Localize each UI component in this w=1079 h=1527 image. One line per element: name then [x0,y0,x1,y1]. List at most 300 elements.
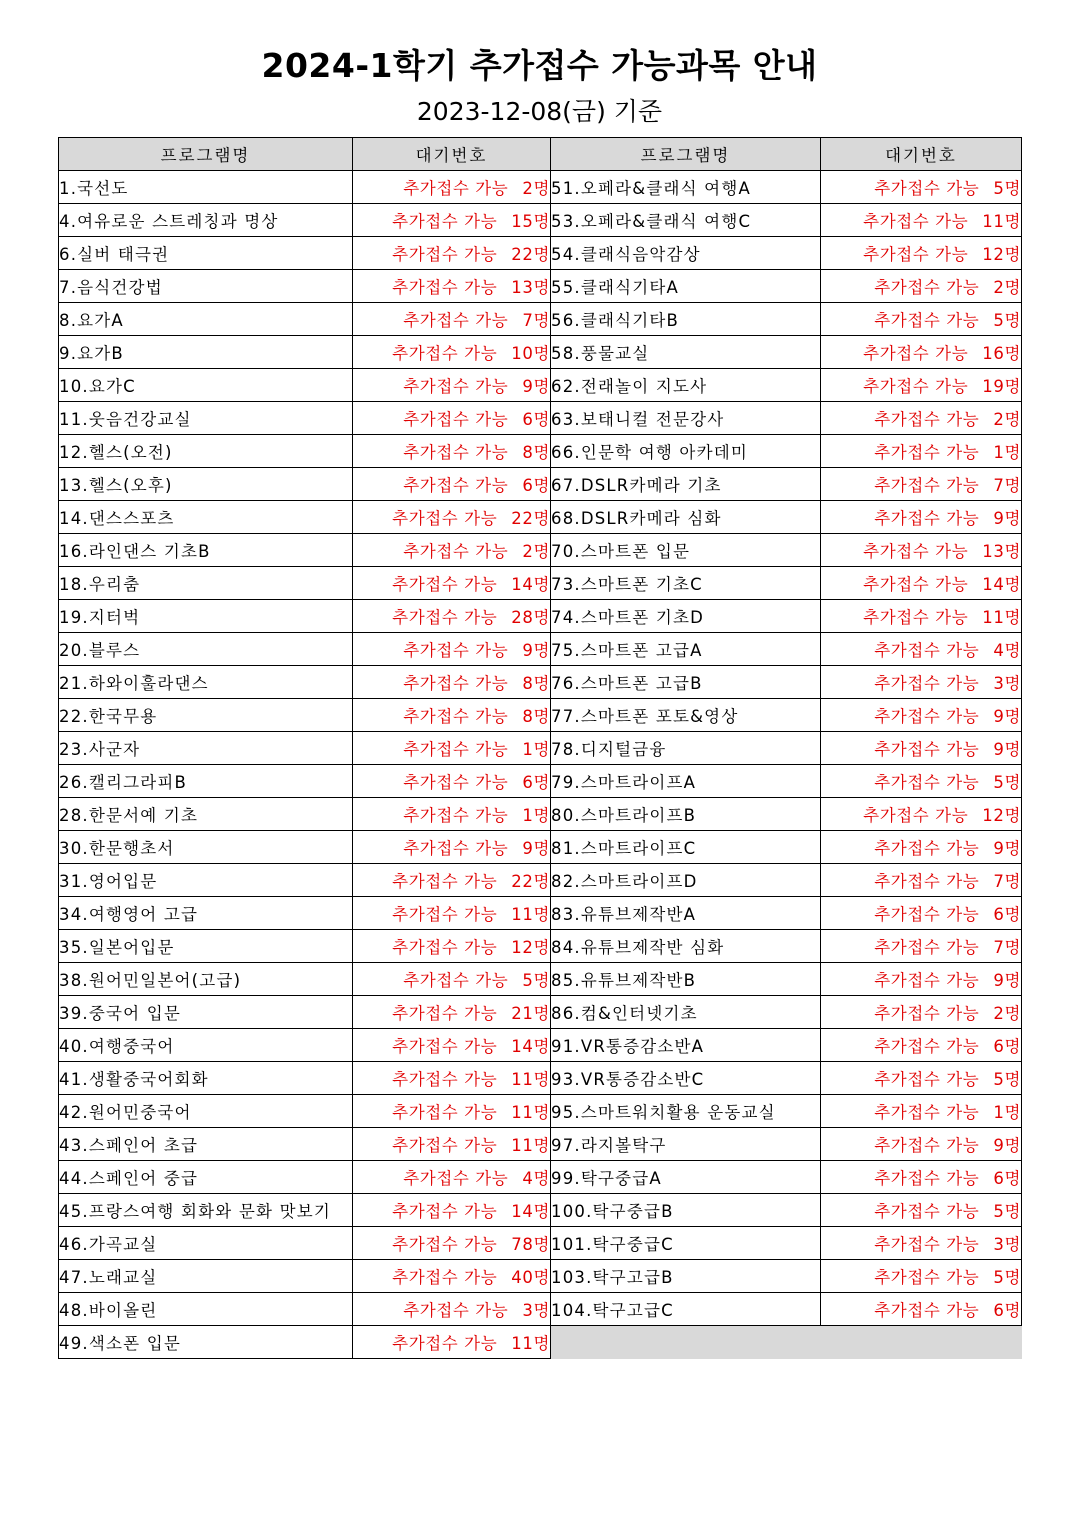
program-name: 19.지터벅 [59,600,353,633]
waitlist-count: 11명 [982,608,1021,627]
waitlist-count: 6명 [993,1301,1021,1320]
status-label: 추가접수 가능 [874,1268,980,1287]
program-name: 20.블루스 [59,633,353,666]
program-name: 21.하와이훌라댄스 [59,666,353,699]
waitlist-count: 11명 [982,212,1021,231]
waitlist-status [821,1227,1022,1260]
status-label: 추가접수 가능 [863,377,969,396]
waitlist-count: 21명 [511,1004,550,1023]
waitlist-status [353,1161,551,1194]
waitlist-status [821,567,1022,600]
status-label: 추가접수 가능 [392,1136,498,1155]
table-body [59,171,1022,1359]
waitlist-status [821,1194,1022,1227]
table-header-row [59,138,1022,171]
status-label: 추가접수 가능 [874,1103,980,1122]
waitlist-count: 10명 [511,344,550,363]
status-label: 추가접수 가능 [403,311,509,330]
program-name: 22.한국무용 [59,699,353,732]
status-label: 추가접수 가능 [392,1268,498,1287]
status-label: 추가접수 가능 [874,740,980,759]
status-label: 추가접수 가능 [403,443,509,462]
waitlist-count: 13명 [511,278,550,297]
waitlist-count: 7명 [522,311,550,330]
waitlist-status [353,633,551,666]
table-row [59,765,1022,798]
status-label: 추가접수 가능 [863,575,969,594]
column-header-waitlist-left: 대기번호 [353,138,551,171]
waitlist-count: 4명 [522,1169,550,1188]
status-label: 추가접수 가능 [403,971,509,990]
program-name: 62.전래놀이 지도사 [551,369,821,402]
table-row [59,1293,1022,1326]
program-name: 1.국선도 [59,171,353,204]
waitlist-status [821,336,1022,369]
program-name: 51.오페라&클래식 여행A [551,171,821,204]
waitlist-status [821,798,1022,831]
status-label: 추가접수 가능 [392,509,498,528]
waitlist-count: 78명 [511,1235,550,1254]
waitlist-status [353,1194,551,1227]
table-row [59,435,1022,468]
status-label: 추가접수 가능 [403,839,509,858]
waitlist-count: 40명 [511,1268,550,1287]
waitlist-count: 7명 [993,938,1021,957]
waitlist-status [821,666,1022,699]
status-label: 추가접수 가능 [874,1037,980,1056]
waitlist-count: 9명 [993,740,1021,759]
program-name: 79.스마트라이프A [551,765,821,798]
program-name: 30.한문행초서 [59,831,353,864]
waitlist-count: 6명 [993,905,1021,924]
waitlist-count: 5명 [993,1268,1021,1287]
table-row [59,798,1022,831]
status-label: 추가접수 가능 [874,1301,980,1320]
waitlist-status [353,765,551,798]
waitlist-count: 11명 [511,1334,550,1353]
program-name: 9.요가B [59,336,353,369]
column-header-waitlist-right: 대기번호 [821,138,1022,171]
waitlist-status [353,732,551,765]
status-label: 추가접수 가능 [403,179,509,198]
empty-cell [551,1326,1022,1359]
waitlist-status [821,270,1022,303]
status-label: 추가접수 가능 [874,410,980,429]
waitlist-count: 9명 [993,971,1021,990]
waitlist-status [821,831,1022,864]
waitlist-count: 11명 [511,905,550,924]
waitlist-count: 6명 [522,476,550,495]
waitlist-status [821,435,1022,468]
waitlist-count: 9명 [993,509,1021,528]
status-label: 추가접수 가능 [392,344,498,363]
column-header-program-left: 프로그램명 [59,138,353,171]
waitlist-status [821,996,1022,1029]
program-name: 49.색소폰 입문 [59,1326,353,1359]
status-label: 추가접수 가능 [863,212,969,231]
waitlist-count: 2명 [993,1004,1021,1023]
status-label: 추가접수 가능 [392,1202,498,1221]
program-name: 97.라지볼탁구 [551,1128,821,1161]
waitlist-count: 14명 [511,575,550,594]
program-name: 11.웃음건강교실 [59,402,353,435]
status-label: 추가접수 가능 [863,608,969,627]
program-name: 23.사군자 [59,732,353,765]
status-label: 추가접수 가능 [863,245,969,264]
waitlist-count: 8명 [522,707,550,726]
table-row [59,567,1022,600]
waitlist-count: 11명 [511,1136,550,1155]
waitlist-count: 22명 [511,509,550,528]
waitlist-status [821,963,1022,996]
waitlist-count: 14명 [511,1037,550,1056]
status-label: 추가접수 가능 [403,740,509,759]
waitlist-status [821,171,1022,204]
waitlist-status [821,897,1022,930]
table-row [59,270,1022,303]
status-label: 추가접수 가능 [392,1004,498,1023]
page-title: 2024-1학기 추가접수 가능과목 안내 [261,46,818,85]
program-name: 75.스마트폰 고급A [551,633,821,666]
waitlist-status [353,1029,551,1062]
waitlist-status [821,699,1022,732]
table-row [59,1194,1022,1227]
program-name: 44.스페인어 중급 [59,1161,353,1194]
waitlist-count: 22명 [511,245,550,264]
program-name: 40.여행중국어 [59,1029,353,1062]
status-label: 추가접수 가능 [403,806,509,825]
waitlist-count: 1명 [993,1103,1021,1122]
waitlist-status [821,534,1022,567]
waitlist-count: 5명 [993,1202,1021,1221]
status-label: 추가접수 가능 [403,641,509,660]
status-label: 추가접수 가능 [874,872,980,891]
status-label: 추가접수 가능 [874,278,980,297]
waitlist-count: 4명 [993,641,1021,660]
table-row [59,1326,1022,1359]
status-label: 추가접수 가능 [874,971,980,990]
program-name: 43.스페인어 초급 [59,1128,353,1161]
program-name: 38.원어민일본어(고급) [59,963,353,996]
program-name: 39.중국어 입문 [59,996,353,1029]
status-label: 추가접수 가능 [403,542,509,561]
status-label: 추가접수 가능 [874,1004,980,1023]
program-name: 16.라인댄스 기초B [59,534,353,567]
program-name: 14.댄스스포츠 [59,501,353,534]
waitlist-status [821,864,1022,897]
status-label: 추가접수 가능 [392,1334,498,1353]
program-name: 12.헬스(오전) [59,435,353,468]
status-label: 추가접수 가능 [874,311,980,330]
status-label: 추가접수 가능 [874,1136,980,1155]
waitlist-status [353,1326,551,1359]
waitlist-status [821,1260,1022,1293]
program-name: 85.유튜브제작반B [551,963,821,996]
waitlist-count: 1명 [522,740,550,759]
waitlist-count: 6명 [993,1169,1021,1188]
program-name: 83.유튜브제작반A [551,897,821,930]
waitlist-status [353,699,551,732]
waitlist-status [353,1095,551,1128]
waitlist-count: 15명 [511,212,550,231]
status-label: 추가접수 가능 [403,773,509,792]
waitlist-count: 9명 [522,839,550,858]
waitlist-count: 28명 [511,608,550,627]
table-row [59,1161,1022,1194]
waitlist-count: 3명 [993,674,1021,693]
status-label: 추가접수 가능 [403,707,509,726]
waitlist-count: 5명 [522,971,550,990]
table-row [59,666,1022,699]
waitlist-status [821,930,1022,963]
table-row [59,468,1022,501]
program-name: 73.스마트폰 기초C [551,567,821,600]
waitlist-count: 9명 [993,839,1021,858]
table-row [59,1260,1022,1293]
waitlist-count: 2명 [993,410,1021,429]
program-name: 84.유튜브제작반 심화 [551,930,821,963]
waitlist-status [821,303,1022,336]
waitlist-count: 7명 [993,872,1021,891]
waitlist-count: 12명 [982,245,1021,264]
table-row [59,732,1022,765]
program-name: 47.노래교실 [59,1260,353,1293]
waitlist-status [353,930,551,963]
table-row [59,303,1022,336]
status-label: 추가접수 가능 [874,839,980,858]
table-row [59,369,1022,402]
waitlist-status [821,501,1022,534]
program-name: 81.스마트라이프C [551,831,821,864]
waitlist-status [821,402,1022,435]
table-row [59,336,1022,369]
program-name: 26.캘리그라피B [59,765,353,798]
status-label: 추가접수 가능 [874,1169,980,1188]
status-label: 추가접수 가능 [392,1103,498,1122]
waitlist-count: 12명 [982,806,1021,825]
waitlist-status [821,633,1022,666]
status-label: 추가접수 가능 [392,1037,498,1056]
waitlist-status [821,1293,1022,1326]
status-label: 추가접수 가능 [874,1202,980,1221]
status-label: 추가접수 가능 [874,674,980,693]
status-label: 추가접수 가능 [874,1070,980,1089]
table-row [59,402,1022,435]
waitlist-count: 8명 [522,443,550,462]
waitlist-count: 3명 [993,1235,1021,1254]
waitlist-status [353,171,551,204]
table-row [59,1062,1022,1095]
program-name: 56.클래식기타B [551,303,821,336]
waitlist-count: 8명 [522,674,550,693]
status-label: 추가접수 가능 [874,905,980,924]
waitlist-count: 22명 [511,872,550,891]
table-row [59,1227,1022,1260]
waitlist-count: 11명 [511,1070,550,1089]
status-label: 추가접수 가능 [874,443,980,462]
table-row [59,501,1022,534]
status-label: 추가접수 가능 [874,476,980,495]
status-label: 추가접수 가능 [874,773,980,792]
waitlist-status [353,1227,551,1260]
program-name: 99.탁구중급A [551,1161,821,1194]
program-name: 13.헬스(오후) [59,468,353,501]
waitlist-status [353,336,551,369]
waitlist-status [353,996,551,1029]
waitlist-count: 5명 [993,1070,1021,1089]
status-label: 추가접수 가능 [392,1070,498,1089]
program-name: 80.스마트라이프B [551,798,821,831]
program-name: 45.프랑스여행 회화와 문화 맛보기 [59,1194,353,1227]
program-name: 104.탁구고급C [551,1293,821,1326]
table-row [59,534,1022,567]
program-name: 86.컴&인터넷기초 [551,996,821,1029]
waitlist-status [353,237,551,270]
status-label: 추가접수 가능 [403,476,509,495]
status-label: 추가접수 가능 [392,1235,498,1254]
program-name: 42.원어민중국어 [59,1095,353,1128]
status-label: 추가접수 가능 [392,575,498,594]
waitlist-status [353,468,551,501]
waitlist-status [353,831,551,864]
waitlist-status [821,1062,1022,1095]
waitlist-count: 16명 [982,344,1021,363]
program-name: 70.스마트폰 입문 [551,534,821,567]
status-label: 추가접수 가능 [863,542,969,561]
course-table [58,137,1022,1359]
program-name: 95.스마트워치활용 운동교실 [551,1095,821,1128]
table-row [59,633,1022,666]
waitlist-status [353,1128,551,1161]
waitlist-count: 9명 [522,377,550,396]
waitlist-count: 12명 [511,938,550,957]
program-name: 78.디지털금융 [551,732,821,765]
program-name: 34.여행영어 고급 [59,897,353,930]
program-name: 76.스마트폰 고급B [551,666,821,699]
status-label: 추가접수 가능 [874,707,980,726]
waitlist-status [821,1128,1022,1161]
status-label: 추가접수 가능 [403,410,509,429]
status-label: 추가접수 가능 [392,938,498,957]
program-name: 6.실버 태극권 [59,237,353,270]
waitlist-count: 13명 [982,542,1021,561]
waitlist-count: 19명 [982,377,1021,396]
waitlist-status [821,369,1022,402]
status-label: 추가접수 가능 [874,509,980,528]
waitlist-count: 2명 [522,179,550,198]
status-label: 추가접수 가능 [874,179,980,198]
waitlist-count: 6명 [522,773,550,792]
table-row [59,897,1022,930]
page-subtitle-date: 2023-12-08(금) 기준 [416,97,663,126]
status-label: 추가접수 가능 [403,674,509,693]
status-label: 추가접수 가능 [392,278,498,297]
waitlist-count: 14명 [511,1202,550,1221]
waitlist-count: 11명 [511,1103,550,1122]
waitlist-count: 6명 [522,410,550,429]
table-row [59,699,1022,732]
waitlist-status [353,402,551,435]
waitlist-count: 9명 [993,707,1021,726]
waitlist-status [353,897,551,930]
waitlist-status [353,270,551,303]
waitlist-status [821,237,1022,270]
waitlist-status [353,1260,551,1293]
waitlist-count: 3명 [522,1301,550,1320]
program-name: 54.클래식음악감상 [551,237,821,270]
waitlist-count: 9명 [993,1136,1021,1155]
program-name: 7.음식건강법 [59,270,353,303]
waitlist-status [353,534,551,567]
table-row [59,237,1022,270]
status-label: 추가접수 가능 [874,641,980,660]
status-label: 추가접수 가능 [392,212,498,231]
program-name: 74.스마트폰 기초D [551,600,821,633]
waitlist-status [821,732,1022,765]
status-label: 추가접수 가능 [874,938,980,957]
waitlist-status [353,600,551,633]
program-name: 48.바이올린 [59,1293,353,1326]
program-name: 8.요가A [59,303,353,336]
waitlist-count: 5명 [993,311,1021,330]
program-name: 101.탁구중급C [551,1227,821,1260]
status-label: 추가접수 가능 [403,377,509,396]
waitlist-count: 1명 [993,443,1021,462]
waitlist-count: 7명 [993,476,1021,495]
waitlist-status [821,600,1022,633]
program-name: 10.요가C [59,369,353,402]
waitlist-status [353,204,551,237]
waitlist-count: 2명 [993,278,1021,297]
program-name: 77.스마트폰 포토&영상 [551,699,821,732]
waitlist-status [353,666,551,699]
table-row [59,930,1022,963]
waitlist-status [821,1029,1022,1062]
column-header-program-right: 프로그램명 [551,138,821,171]
program-name: 53.오페라&클래식 여행C [551,204,821,237]
waitlist-count: 6명 [993,1037,1021,1056]
status-label: 추가접수 가능 [392,905,498,924]
program-name: 31.영어입문 [59,864,353,897]
status-label: 추가접수 가능 [863,344,969,363]
program-name: 93.VR통증감소반C [551,1062,821,1095]
program-name: 63.보태니컬 전문강사 [551,402,821,435]
table-row [59,831,1022,864]
program-name: 82.스마트라이프D [551,864,821,897]
table-row [59,963,1022,996]
waitlist-status [821,468,1022,501]
waitlist-status [353,1293,551,1326]
waitlist-status [821,204,1022,237]
program-name: 41.생활중국어회화 [59,1062,353,1095]
waitlist-status [353,501,551,534]
waitlist-status [353,864,551,897]
waitlist-status [353,303,551,336]
program-name: 55.클래식기타A [551,270,821,303]
waitlist-status [353,435,551,468]
status-label: 추가접수 가능 [392,872,498,891]
program-name: 91.VR통증감소반A [551,1029,821,1062]
waitlist-count: 5명 [993,773,1021,792]
status-label: 추가접수 가능 [392,245,498,264]
waitlist-count: 2명 [522,542,550,561]
waitlist-count: 9명 [522,641,550,660]
status-label: 추가접수 가능 [403,1301,509,1320]
program-name: 66.인문학 여행 아카데미 [551,435,821,468]
table-row [59,996,1022,1029]
waitlist-status [353,369,551,402]
program-name: 58.풍물교실 [551,336,821,369]
